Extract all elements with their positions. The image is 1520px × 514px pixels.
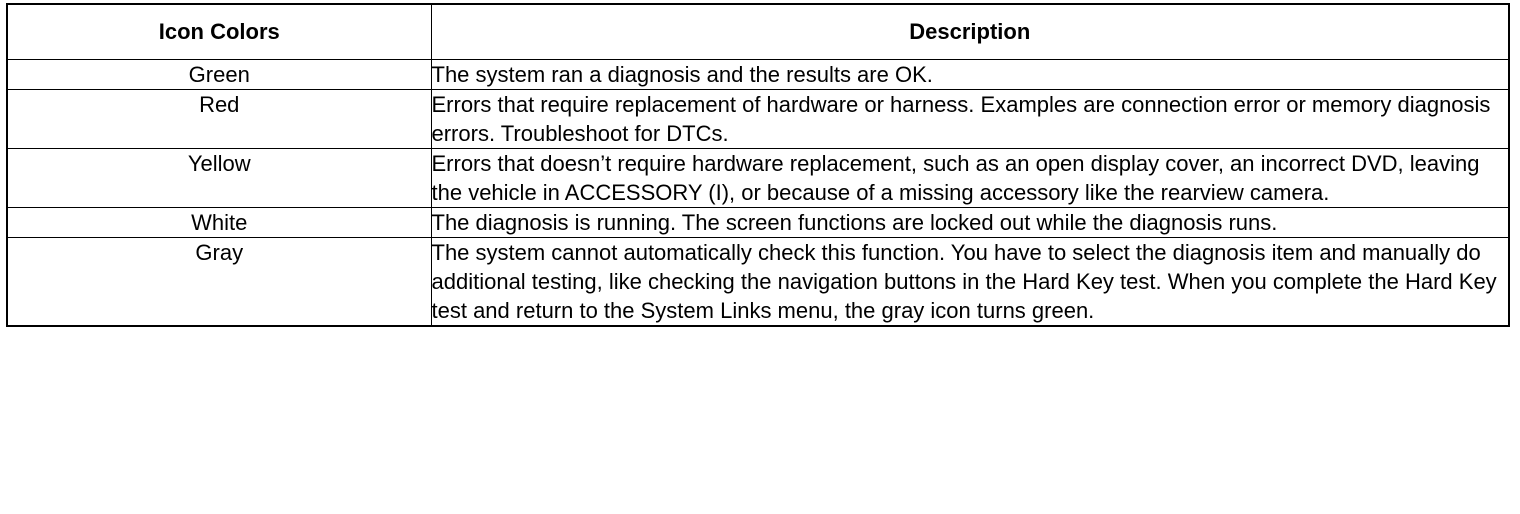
icon-colors-table: [6, 3, 1510, 327]
description-cell-gray: The system cannot automatically check this function. You have to select the diagnosis item and manually do additional testing, like checking the navigation buttons in the Hard Key test. When you complete the Hard Key test and return to the System Links menu, the gray icon turns green.: [431, 237, 1509, 326]
header-description: Description: [431, 4, 1509, 59]
header-row: [7, 4, 1509, 59]
table-row: [7, 59, 1509, 89]
description-cell-yellow: Errors that doesn’t require hardware replacement, such as an open display cover, an incorrect DVD, leaving the vehicle in ACCESSORY (I), or because of a missing accessory like the rearview camera.: [431, 148, 1509, 207]
header-icon-colors: Icon Colors: [7, 4, 431, 59]
table-row: [7, 237, 1509, 326]
color-cell-gray: Gray: [7, 237, 431, 326]
description-cell-white: The diagnosis is running. The screen functions are locked out while the diagnosis runs.: [431, 207, 1509, 237]
table-row: [7, 207, 1509, 237]
color-cell-green: Green: [7, 59, 431, 89]
table-row: [7, 89, 1509, 148]
table-row: [7, 148, 1509, 207]
description-cell-green: The system ran a diagnosis and the results are OK.: [431, 59, 1509, 89]
color-cell-yellow: Yellow: [7, 148, 431, 207]
description-cell-red: Errors that require replacement of hardware or harness. Examples are connection error or memory diagnosis errors. Troubleshoot for DTCs.: [431, 89, 1509, 148]
color-cell-red: Red: [7, 89, 431, 148]
color-cell-white: White: [7, 207, 431, 237]
